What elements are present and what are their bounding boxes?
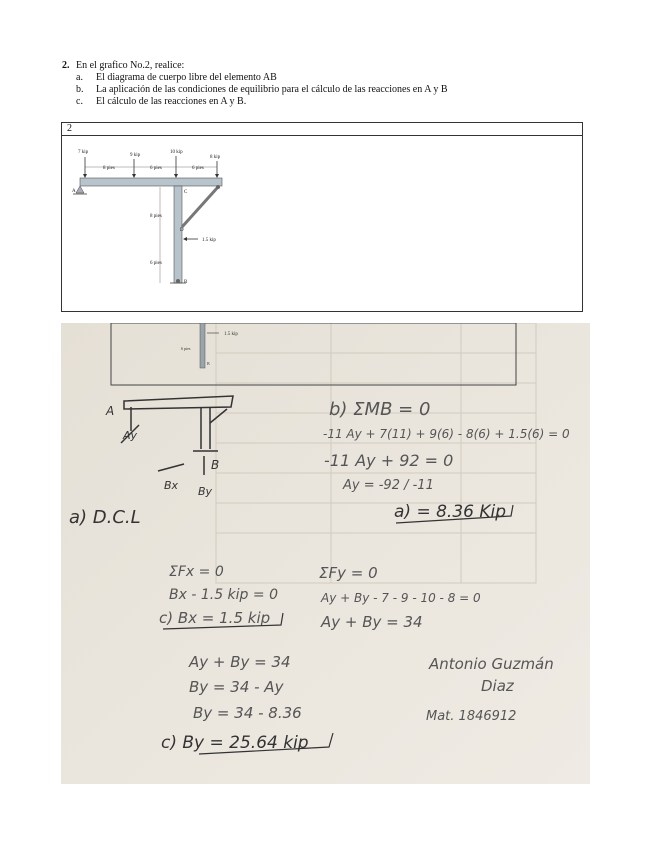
side-load-label: 1.5 kip (202, 238, 216, 243)
fbd-b-label: B (211, 458, 220, 472)
figure-table-header (62, 123, 582, 136)
fbd-ay-label: Ay (123, 429, 138, 442)
load-label-7: 7 kip (78, 150, 89, 155)
handwritten-photo (61, 323, 590, 784)
fbd-bx-label: Bx (164, 479, 179, 492)
load-label-9: 9 kip (130, 153, 141, 158)
author-id: Mat. 1846912 (426, 709, 517, 724)
load-label-8: 8 kip (210, 155, 221, 160)
point-b-label: B (184, 280, 188, 285)
by-line-1: By = 34 - Ay (189, 678, 284, 696)
load-label-10: 10 kip (170, 150, 183, 155)
span-label-2: 6 pies (150, 166, 162, 171)
photo-load-label: 1.5 kip (224, 332, 238, 337)
author-name: Antonio Guzmán (429, 655, 554, 673)
by-line-0: Ay + By = 34 (189, 653, 291, 671)
span-label-3: 6 pies (192, 166, 204, 171)
item-text: El diagrama de cuerpo libre del elemento AB (96, 72, 277, 83)
handwritten-solution (61, 323, 590, 784)
item-label: b. (76, 84, 84, 95)
by-line-3: c) By = 25.64 kip (161, 733, 309, 753)
item-label: c. (76, 96, 83, 107)
fbd-a-label: A (106, 404, 115, 418)
part-a-label: a) D.C.L (69, 507, 141, 528)
fy-line-2: Ay + By = 34 (321, 613, 423, 631)
fx-line-2: c) Bx = 1.5 kip (159, 609, 271, 627)
span-label-1: 8 pies (103, 166, 115, 171)
moment-line-2: -11 Ay + 92 = 0 (324, 451, 454, 470)
figure-number: 2 (67, 123, 72, 134)
moment-line-3: Ay = -92 / -11 (343, 478, 434, 493)
photo-dim-label: 6 pies (181, 346, 191, 351)
fx-line-1: Bx - 1.5 kip = 0 (169, 587, 278, 603)
by-line-2: By = 34 - 8.36 (193, 704, 302, 722)
photo-point-label: B (207, 361, 210, 366)
question-intro: En el grafico No.2, realice: (76, 60, 185, 71)
author-surname: Diaz (481, 677, 514, 695)
item-text: El cálculo de las reacciones en A y B. (96, 96, 247, 107)
point-c-label: C (184, 190, 188, 195)
fx-line-0: ΣFx = 0 (169, 564, 224, 580)
vertical-dim-2: 6 pies (150, 261, 162, 266)
fy-line-1: Ay + By - 7 - 9 - 10 - 8 = 0 (321, 591, 481, 605)
moment-line-4: a) = 8.36 Kip (394, 502, 507, 522)
question-number: 2. (62, 60, 70, 71)
item-label: a. (76, 72, 83, 83)
vertical-dim-1: 8 pies (150, 214, 162, 219)
point-d-label: D (180, 228, 184, 233)
point-a-label: A (72, 189, 76, 194)
fbd-by-label: By (198, 485, 213, 498)
moment-line-1: -11 Ay + 7(11) + 9(6) - 8(6) + 1.5(6) = 0 (323, 427, 570, 441)
frame-diagram (70, 147, 240, 292)
item-text: La aplicación de las condiciones de equilibrio para el cálculo de las reacciones en A y B (96, 84, 448, 95)
moment-line-0: b) ΣMB = 0 (329, 399, 431, 420)
fy-line-0: ΣFy = 0 (319, 564, 378, 582)
